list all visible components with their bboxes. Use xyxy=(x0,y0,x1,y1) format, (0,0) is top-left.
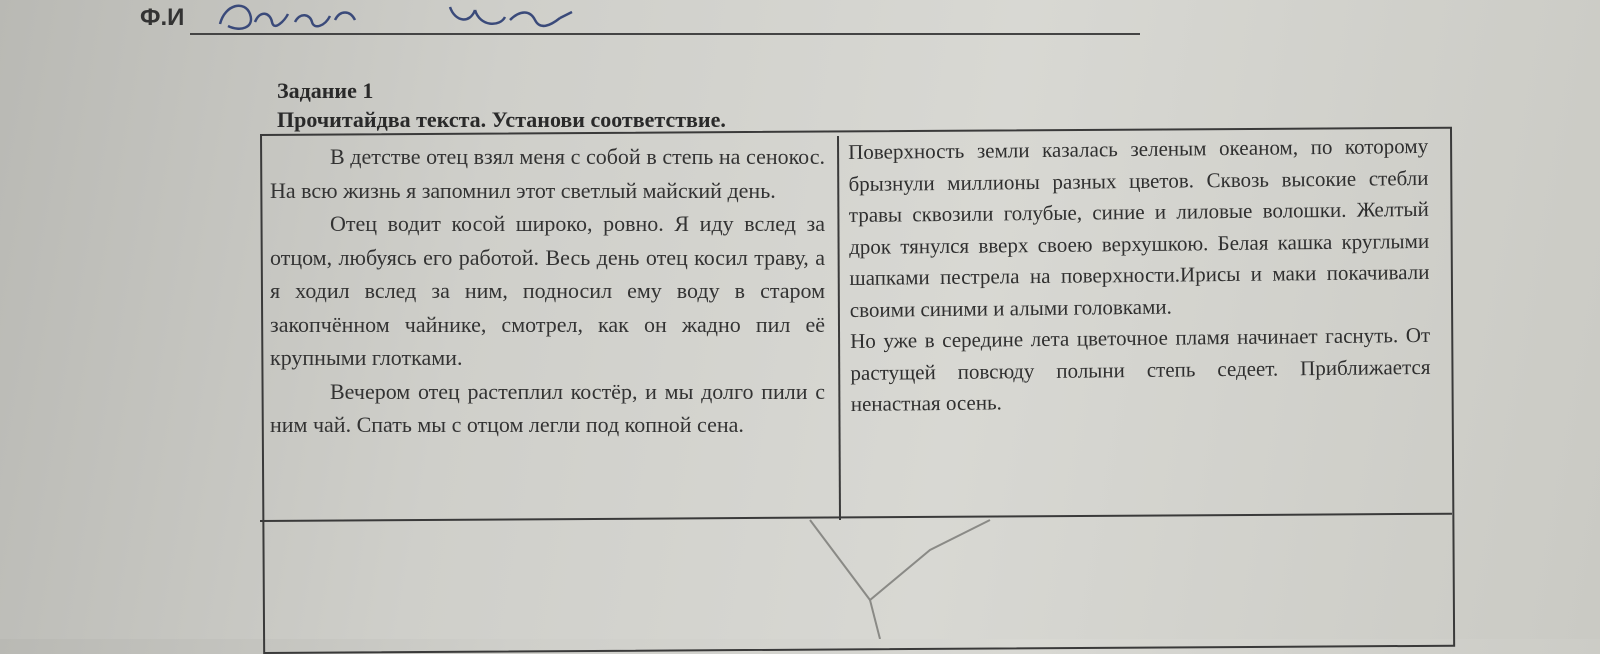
task-instruction: Прочитайдва текста. Установи соответствие. xyxy=(277,107,726,132)
text-one-paragraph: В детстве отец взял меня с собой в степь на сенокос. На всю жизнь я запомнил этот светлый майский день. xyxy=(270,144,825,203)
handwritten-signature xyxy=(200,0,600,42)
name-field-label: Ф.И xyxy=(140,4,185,31)
text-two-paragraph: Но уже в середине лета цветочное пламя начинает гаснуть. От растущей повсюду полыни степь седеет. Приближается ненастная осень. xyxy=(850,322,1431,416)
pencil-drawing xyxy=(800,500,1100,639)
text-two-paragraph: Поверхность земли казалась зеленым океаном, по которому брызнули миллионы разных цветов. Сквозь высокие стебли травы сквозили голубые, синие и лиловые волошки. Желтый дрок тянулся вверх своею верхушкою. Белая кашка круглыми шапками пестрела на поверхности.Ирисы и маки покачивали своими синими и алыми головками. xyxy=(848,133,1430,322)
text-one-paragraph: Вечером отец растеплил костёр, и мы долго пили с ним чай. Спать мы с отцом легли под копной сена. xyxy=(270,378,825,437)
text-one xyxy=(270,140,825,442)
task-title: Задание 1 xyxy=(277,78,374,103)
text-two xyxy=(848,131,1431,421)
text-one-paragraph: Отец водит косой широко, ровно. Я иду вслед за отцом, любуясь его работой. Весь день отец косил траву, а я ходил вслед за ним, подносил ему воду в старом закопчённом чайнике, смотрел, как он жадно пил её крупными глотками. xyxy=(270,211,825,370)
